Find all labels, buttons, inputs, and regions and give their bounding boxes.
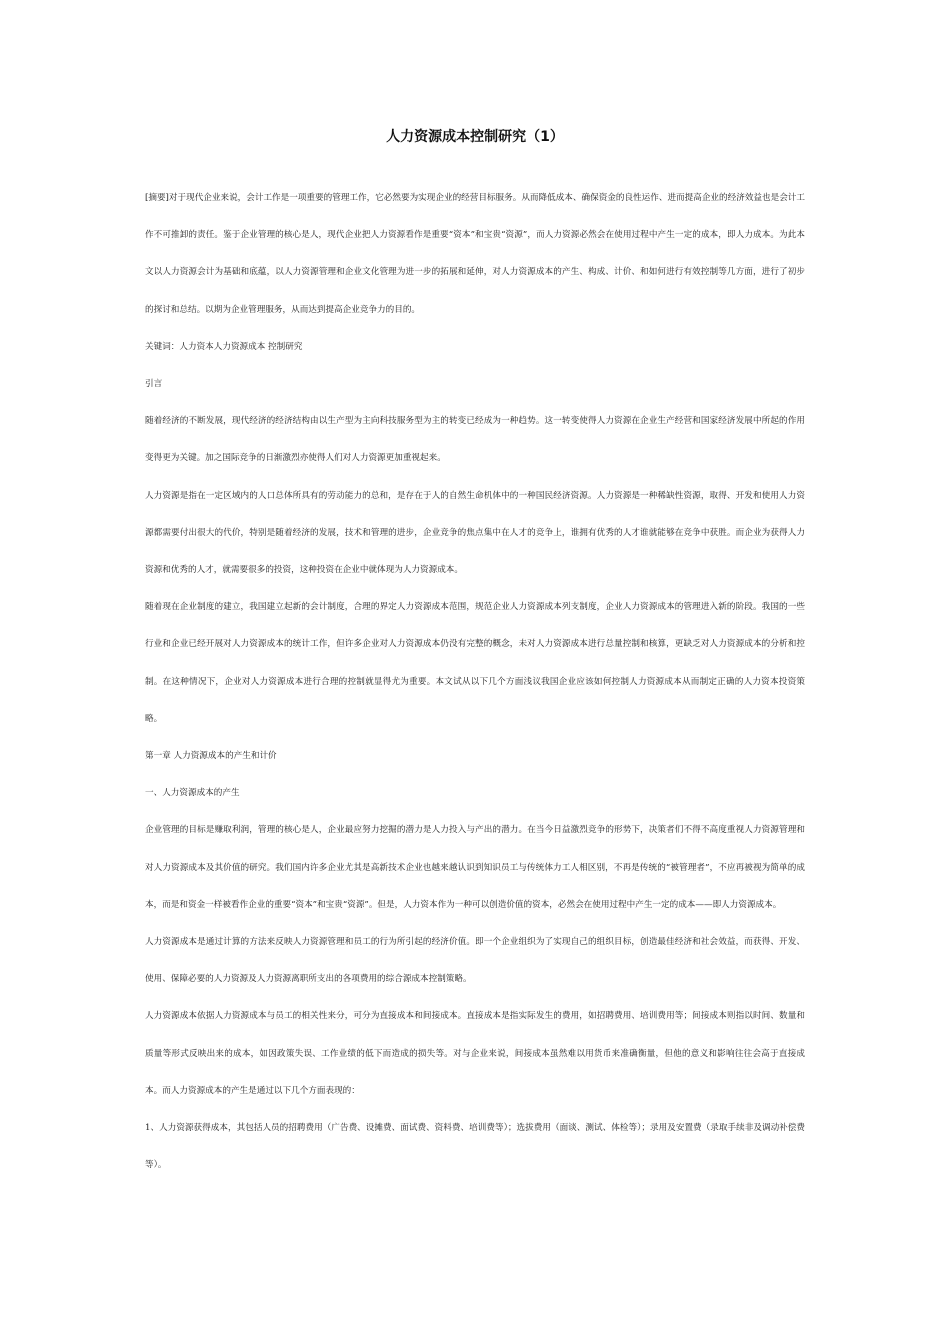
list-item: 1、人力资源获得成本，其包括人员的招聘费用（广告费、设摊费、面试费、资料费、培训费等）；选拔费用（面谈、测试、体检等）；录用及安置费（录取手续非及调动补偿费等）。	[145, 1123, 805, 1171]
body-paragraph: 随着现在企业制度的建立，我国建立起新的会计制度，合理的界定人力资源成本范围，规范企业人力资源成本列支制度，企业人力资源成本的管理进入新的阶段。我国的一些行业和企业已经开展对人力资源成本的统计工作，但许多企业对人力资源成本仍没有完整的概念，未对人力资源成本进行总量控制和核算，更缺乏对人力资源成本的分析和控制。在这种情况下，企业对人力资源成本进行合理的控制就显得尤为重要。本文试从以下几个方面浅议我国企业应该如何控制人力资源成本从而制定正确的人力资本投资策略。	[145, 602, 805, 724]
body-paragraph: 人力资源成本是通过计算的方法来反映人力资源管理和员工的行为所引起的经济价值。即一个企业组织为了实现自己的组织目标，创造最佳经济和社会效益，而获得、开发、使用、保障必要的人力资源及人力资源离职所支出的各项费用的综合源成本控制策略。	[145, 937, 805, 985]
document-title: 人力资源成本控制研究（1）	[386, 129, 564, 145]
document-body	[145, 180, 805, 1184]
abstract-paragraph: [摘要]对于现代企业来说，会计工作是一项重要的管理工作，它必然要为实现企业的经营目标服务。从而降低成本、确保资金的良性运作、进而提高企业的经济效益也是会计工作不可推卸的责任。鉴于企业管理的核心是人，现代企业把人力资源看作是重要“资本”和宝贵“资源”，而人力资源必然会在使用过程中产生一定的成本，即人力成本。为此本文以人力资源会计为基础和底蕴，以人力资源管理和企业文化管理为进一步的拓展和延伸，对人力资源成本的产生、构成、计价、和如何进行有效控制等几方面，进行了初步的探讨和总结。以期为企业管理服务，从而达到提高企业竞争力的目的。	[145, 193, 805, 315]
body-paragraph: 企业管理的目标是赚取利润，管理的核心是人，企业最应努力挖掘的潜力是人力投入与产出的潜力。在当今日益激烈竞争的形势下，决策者们不得不高度重视人力资源管理和对人力资源成本及其价值的研究。我们国内许多企业尤其是高新技术企业也越来越认识到知识员工与传统体力工人相区别，不再是传统的“被管理者”，不应再被视为简单的成本，而是和资金一样被看作企业的重要“资本”和宝贵“资源”。但是，人力资本作为一种可以创造价值的资本，必然会在使用过程中产生一定的成本——即人力资源成本。	[145, 825, 805, 910]
body-paragraph: 人力资源成本依据人力资源成本与员工的相关性来分，可分为直接成本和间接成本。直接成本是指实际发生的费用，如招聘费用、培训费用等；间接成本则指以时间、数量和质量等形式反映出来的成本，如因政策失误、工作业绩的低下而造成的损失等。对与企业来说，间接成本虽然难以用货币来准确衡量，但他的意义和影响往往会高于直接成本。而人力资源成本的产生是通过以下几个方面表现的：	[145, 1011, 805, 1096]
section-heading: 一、人力资源成本的产生	[145, 788, 240, 799]
keywords-line: 关键词：人力资本人力资源成本 控制研究	[145, 341, 303, 352]
section-heading-introduction: 引言	[145, 379, 163, 390]
body-paragraph: 随着经济的不断发展，现代经济的经济结构由以生产型为主向科技服务型为主的转变已经成为一种趋势。这一转变使得人力资源在企业生产经营和国家经济发展中所起的作用变得更为关键。加之国际竞争的日渐激烈亦使得人们对人力资源更加重视起来。	[145, 416, 805, 464]
body-paragraph: 人力资源是指在一定区域内的人口总体所具有的劳动能力的总和，是存在于人的自然生命机体中的一种国民经济资源。人力资源是一种稀缺性资源，取得、开发和使用人力资源都需要付出很大的代价，特别是随着经济的发展，技术和管理的进步，企业竞争的焦点集中在人才的竞争上，谁拥有优秀的人才谁就能够在竞争中获胜。而企业为获得人力资源和优秀的人才，就需要很多的投资，这种投资在企业中就体现为人力资源成本。	[145, 490, 805, 576]
chapter-heading: 第一章 人力资源成本的产生和计价	[145, 751, 277, 762]
